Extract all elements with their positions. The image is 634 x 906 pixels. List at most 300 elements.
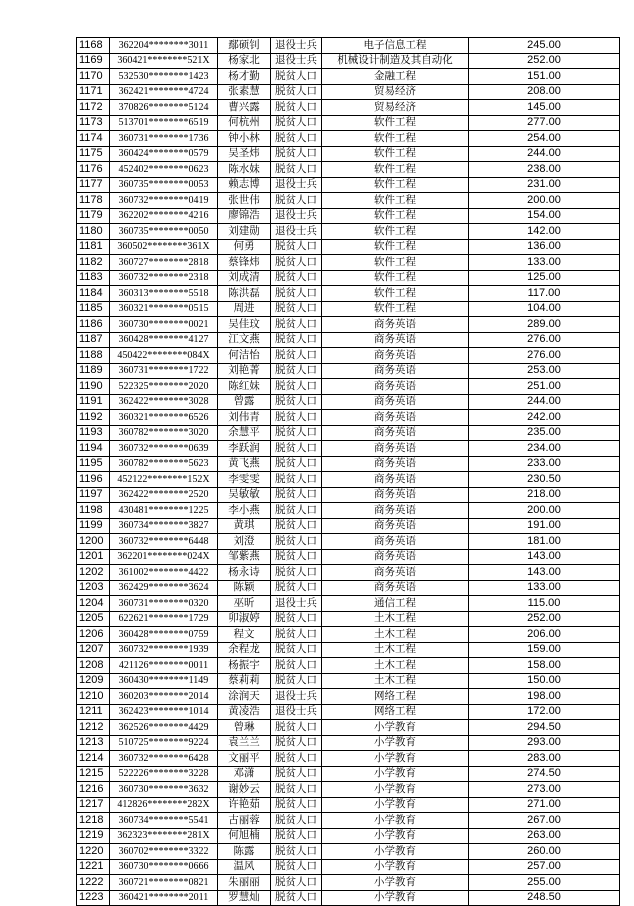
category-cell: 脱贫人口	[271, 735, 322, 751]
row-number-cell: 1185	[77, 301, 110, 317]
table-row	[77, 766, 620, 782]
row-number-cell: 1208	[77, 658, 110, 674]
category-cell: 脱贫人口	[271, 425, 322, 441]
table-row	[77, 208, 620, 224]
category-cell: 脱贫人口	[271, 348, 322, 364]
table-row	[77, 642, 620, 658]
row-number-cell: 1217	[77, 797, 110, 813]
name-cell: 蔡莉莉	[218, 673, 271, 689]
category-cell: 脱贫人口	[271, 270, 322, 286]
category-cell: 脱贫人口	[271, 301, 322, 317]
score-cell: 253.00	[469, 363, 620, 379]
category-cell: 退役士兵	[271, 177, 322, 193]
table-row	[77, 704, 620, 720]
major-cell: 软件工程	[322, 255, 469, 271]
name-cell: 杨振宇	[218, 658, 271, 674]
major-cell: 商务英语	[322, 503, 469, 519]
score-cell: 260.00	[469, 844, 620, 860]
category-cell: 脱贫人口	[271, 487, 322, 503]
category-cell: 脱贫人口	[271, 394, 322, 410]
category-cell: 脱贫人口	[271, 611, 322, 627]
row-number-cell: 1194	[77, 441, 110, 457]
major-cell: 商务英语	[322, 379, 469, 395]
score-cell: 231.00	[469, 177, 620, 193]
id-number-cell: 360428********0759	[110, 627, 218, 643]
id-number-cell: 360732********6428	[110, 751, 218, 767]
row-number-cell: 1211	[77, 704, 110, 720]
score-cell: 191.00	[469, 518, 620, 534]
category-cell: 脱贫人口	[271, 859, 322, 875]
id-number-cell: 360731********1722	[110, 363, 218, 379]
category-cell: 脱贫人口	[271, 890, 322, 906]
score-cell: 133.00	[469, 580, 620, 596]
major-cell: 软件工程	[322, 193, 469, 209]
name-cell: 谢妙云	[218, 782, 271, 798]
category-cell: 脱贫人口	[271, 379, 322, 395]
row-number-cell: 1206	[77, 627, 110, 643]
major-cell: 商务英语	[322, 425, 469, 441]
category-cell: 脱贫人口	[271, 642, 322, 658]
id-number-cell: 452122********152X	[110, 472, 218, 488]
score-cell: 293.00	[469, 735, 620, 751]
name-cell: 李小燕	[218, 503, 271, 519]
id-number-cell: 510725********9224	[110, 735, 218, 751]
id-number-cell: 360732********0639	[110, 441, 218, 457]
major-cell: 软件工程	[322, 162, 469, 178]
table-row	[77, 596, 620, 612]
row-number-cell: 1222	[77, 875, 110, 891]
id-number-cell: 412826********282X	[110, 797, 218, 813]
row-number-cell: 1177	[77, 177, 110, 193]
id-number-cell: 513701********6519	[110, 115, 218, 131]
score-cell: 254.00	[469, 131, 620, 147]
score-cell: 248.50	[469, 890, 620, 906]
id-number-cell: 362202********4216	[110, 208, 218, 224]
name-cell: 刘艳菁	[218, 363, 271, 379]
category-cell: 脱贫人口	[271, 782, 322, 798]
category-cell: 脱贫人口	[271, 286, 322, 302]
score-cell: 230.50	[469, 472, 620, 488]
name-cell: 余程龙	[218, 642, 271, 658]
table-row	[77, 487, 620, 503]
id-number-cell: 452402********0623	[110, 162, 218, 178]
score-cell: 117.00	[469, 286, 620, 302]
score-cell: 273.00	[469, 782, 620, 798]
table-row	[77, 735, 620, 751]
major-cell: 软件工程	[322, 270, 469, 286]
name-cell: 刘成清	[218, 270, 271, 286]
table-row	[77, 332, 620, 348]
row-number-cell: 1197	[77, 487, 110, 503]
row-number-cell: 1210	[77, 689, 110, 705]
table-row	[77, 53, 620, 69]
name-cell: 黄琪	[218, 518, 271, 534]
name-cell: 涂润天	[218, 689, 271, 705]
name-cell: 曹兴露	[218, 100, 271, 116]
id-number-cell: 522325********2020	[110, 379, 218, 395]
score-cell: 151.00	[469, 69, 620, 85]
major-cell: 商务英语	[322, 456, 469, 472]
id-number-cell: 360731********0320	[110, 596, 218, 612]
category-cell: 脱贫人口	[271, 828, 322, 844]
name-cell: 刘建勋	[218, 224, 271, 240]
table-row	[77, 100, 620, 116]
row-number-cell: 1207	[77, 642, 110, 658]
score-cell: 159.00	[469, 642, 620, 658]
table-row	[77, 472, 620, 488]
row-number-cell: 1218	[77, 813, 110, 829]
score-cell: 252.00	[469, 611, 620, 627]
major-cell: 软件工程	[322, 146, 469, 162]
id-number-cell: 362422********3028	[110, 394, 218, 410]
id-number-cell: 450422********084X	[110, 348, 218, 364]
row-number-cell: 1192	[77, 410, 110, 426]
major-cell: 软件工程	[322, 239, 469, 255]
id-number-cell: 360502********361X	[110, 239, 218, 255]
name-cell: 陈红妹	[218, 379, 271, 395]
name-cell: 吴佳玟	[218, 317, 271, 333]
score-cell: 255.00	[469, 875, 620, 891]
id-number-cell: 362204********3011	[110, 38, 218, 54]
name-cell: 陈水妹	[218, 162, 271, 178]
name-cell: 卯淑婷	[218, 611, 271, 627]
score-cell: 142.00	[469, 224, 620, 240]
id-number-cell: 362201********024X	[110, 549, 218, 565]
row-number-cell: 1223	[77, 890, 110, 906]
score-cell: 257.00	[469, 859, 620, 875]
major-cell: 土木工程	[322, 627, 469, 643]
row-number-cell: 1190	[77, 379, 110, 395]
name-cell: 程文	[218, 627, 271, 643]
id-number-cell: 360313********5518	[110, 286, 218, 302]
table-row	[77, 890, 620, 906]
score-cell: 154.00	[469, 208, 620, 224]
row-number-cell: 1171	[77, 84, 110, 100]
category-cell: 脱贫人口	[271, 84, 322, 100]
row-number-cell: 1205	[77, 611, 110, 627]
id-number-cell: 362421********4724	[110, 84, 218, 100]
name-cell: 文丽平	[218, 751, 271, 767]
score-cell: 145.00	[469, 100, 620, 116]
category-cell: 退役士兵	[271, 689, 322, 705]
id-number-cell: 360727********2818	[110, 255, 218, 271]
table-row	[77, 441, 620, 457]
score-cell: 136.00	[469, 239, 620, 255]
major-cell: 软件工程	[322, 286, 469, 302]
score-cell: 245.00	[469, 38, 620, 54]
row-number-cell: 1186	[77, 317, 110, 333]
score-cell: 244.00	[469, 146, 620, 162]
score-cell: 244.00	[469, 394, 620, 410]
major-cell: 小学教育	[322, 751, 469, 767]
id-number-cell: 360421********2011	[110, 890, 218, 906]
category-cell: 脱贫人口	[271, 255, 322, 271]
row-number-cell: 1176	[77, 162, 110, 178]
major-cell: 商务英语	[322, 317, 469, 333]
score-cell: 276.00	[469, 332, 620, 348]
row-number-cell: 1213	[77, 735, 110, 751]
category-cell: 退役士兵	[271, 704, 322, 720]
row-number-cell: 1195	[77, 456, 110, 472]
row-number-cell: 1209	[77, 673, 110, 689]
row-number-cell: 1170	[77, 69, 110, 85]
major-cell: 商务英语	[322, 565, 469, 581]
score-cell: 235.00	[469, 425, 620, 441]
major-cell: 小学教育	[322, 797, 469, 813]
row-number-cell: 1182	[77, 255, 110, 271]
admission-table	[76, 37, 620, 906]
score-cell: 252.00	[469, 53, 620, 69]
name-cell: 何勇	[218, 239, 271, 255]
table-row	[77, 394, 620, 410]
id-number-cell: 360730********0666	[110, 859, 218, 875]
table-row	[77, 286, 620, 302]
name-cell: 黄凌浩	[218, 704, 271, 720]
score-cell: 289.00	[469, 317, 620, 333]
category-cell: 脱贫人口	[271, 658, 322, 674]
score-cell: 238.00	[469, 162, 620, 178]
category-cell: 脱贫人口	[271, 115, 322, 131]
row-number-cell: 1184	[77, 286, 110, 302]
major-cell: 网络工程	[322, 689, 469, 705]
table-row	[77, 549, 620, 565]
score-cell: 206.00	[469, 627, 620, 643]
row-number-cell: 1175	[77, 146, 110, 162]
category-cell: 脱贫人口	[271, 534, 322, 550]
major-cell: 小学教育	[322, 735, 469, 751]
id-number-cell: 360732********2318	[110, 270, 218, 286]
category-cell: 脱贫人口	[271, 317, 322, 333]
table-row	[77, 689, 620, 705]
name-cell: 余慧平	[218, 425, 271, 441]
major-cell: 商务英语	[322, 549, 469, 565]
row-number-cell: 1220	[77, 844, 110, 860]
row-number-cell: 1180	[77, 224, 110, 240]
major-cell: 软件工程	[322, 224, 469, 240]
category-cell: 脱贫人口	[271, 131, 322, 147]
score-cell: 234.00	[469, 441, 620, 457]
id-number-cell: 370826********5124	[110, 100, 218, 116]
major-cell: 商务英语	[322, 363, 469, 379]
name-cell: 钟小林	[218, 131, 271, 147]
row-number-cell: 1216	[77, 782, 110, 798]
table-row	[77, 673, 620, 689]
id-number-cell: 361002********4422	[110, 565, 218, 581]
major-cell: 机械设计制造及其自动化	[322, 53, 469, 69]
table-row	[77, 565, 620, 581]
category-cell: 脱贫人口	[271, 580, 322, 596]
major-cell: 商务英语	[322, 472, 469, 488]
name-cell: 蔡锋炜	[218, 255, 271, 271]
row-number-cell: 1215	[77, 766, 110, 782]
row-number-cell: 1199	[77, 518, 110, 534]
name-cell: 温风	[218, 859, 271, 875]
major-cell: 小学教育	[322, 782, 469, 798]
table-row	[77, 239, 620, 255]
category-cell: 脱贫人口	[271, 193, 322, 209]
score-cell: 251.00	[469, 379, 620, 395]
table-row	[77, 844, 620, 860]
id-number-cell: 360734********5541	[110, 813, 218, 829]
id-number-cell: 522226********3228	[110, 766, 218, 782]
id-number-cell: 360430********1149	[110, 673, 218, 689]
name-cell: 鄢硕钊	[218, 38, 271, 54]
row-number-cell: 1204	[77, 596, 110, 612]
name-cell: 江文燕	[218, 332, 271, 348]
name-cell: 陈露	[218, 844, 271, 860]
category-cell: 脱贫人口	[271, 751, 322, 767]
major-cell: 小学教育	[322, 828, 469, 844]
name-cell: 罗慧灿	[218, 890, 271, 906]
category-cell: 脱贫人口	[271, 239, 322, 255]
table-row	[77, 317, 620, 333]
name-cell: 李跃润	[218, 441, 271, 457]
name-cell: 陈洪磊	[218, 286, 271, 302]
table-row	[77, 456, 620, 472]
table-row	[77, 224, 620, 240]
category-cell: 脱贫人口	[271, 875, 322, 891]
category-cell: 脱贫人口	[271, 766, 322, 782]
category-cell: 脱贫人口	[271, 797, 322, 813]
score-cell: 277.00	[469, 115, 620, 131]
row-number-cell: 1188	[77, 348, 110, 364]
table-row	[77, 177, 620, 193]
name-cell: 袁兰兰	[218, 735, 271, 751]
category-cell: 脱贫人口	[271, 720, 322, 736]
table-row	[77, 255, 620, 271]
major-cell: 小学教育	[322, 875, 469, 891]
category-cell: 脱贫人口	[271, 565, 322, 581]
category-cell: 退役士兵	[271, 224, 322, 240]
name-cell: 何洁怡	[218, 348, 271, 364]
table-row	[77, 580, 620, 596]
major-cell: 网络工程	[322, 704, 469, 720]
row-number-cell: 1221	[77, 859, 110, 875]
score-cell: 263.00	[469, 828, 620, 844]
table-row	[77, 131, 620, 147]
category-cell: 脱贫人口	[271, 456, 322, 472]
major-cell: 商务英语	[322, 348, 469, 364]
id-number-cell: 362429********3624	[110, 580, 218, 596]
score-cell: 274.50	[469, 766, 620, 782]
table-row	[77, 379, 620, 395]
score-cell: 200.00	[469, 503, 620, 519]
table-row	[77, 518, 620, 534]
score-cell: 158.00	[469, 658, 620, 674]
score-cell: 208.00	[469, 84, 620, 100]
category-cell: 退役士兵	[271, 38, 322, 54]
major-cell: 小学教育	[322, 844, 469, 860]
score-cell: 172.00	[469, 704, 620, 720]
score-cell: 283.00	[469, 751, 620, 767]
name-cell: 曾露	[218, 394, 271, 410]
row-number-cell: 1169	[77, 53, 110, 69]
id-number-cell: 360702********3322	[110, 844, 218, 860]
category-cell: 脱贫人口	[271, 441, 322, 457]
major-cell: 电子信息工程	[322, 38, 469, 54]
table-row	[77, 146, 620, 162]
row-number-cell: 1189	[77, 363, 110, 379]
score-cell: 181.00	[469, 534, 620, 550]
major-cell: 商务英语	[322, 441, 469, 457]
category-cell: 脱贫人口	[271, 503, 322, 519]
id-number-cell: 360732********6448	[110, 534, 218, 550]
name-cell: 黄飞燕	[218, 456, 271, 472]
score-cell: 271.00	[469, 797, 620, 813]
name-cell: 朱丽丽	[218, 875, 271, 891]
table-row	[77, 627, 620, 643]
row-number-cell: 1172	[77, 100, 110, 116]
id-number-cell: 360721********0821	[110, 875, 218, 891]
id-number-cell: 360782********5623	[110, 456, 218, 472]
name-cell: 周进	[218, 301, 271, 317]
major-cell: 土木工程	[322, 658, 469, 674]
name-cell: 许艳茹	[218, 797, 271, 813]
table-row	[77, 828, 620, 844]
table-row	[77, 270, 620, 286]
name-cell: 巫昕	[218, 596, 271, 612]
category-cell: 脱贫人口	[271, 100, 322, 116]
major-cell: 软件工程	[322, 115, 469, 131]
major-cell: 贸易经济	[322, 100, 469, 116]
table-row	[77, 363, 620, 379]
name-cell: 陈颖	[218, 580, 271, 596]
score-cell: 104.00	[469, 301, 620, 317]
category-cell: 脱贫人口	[271, 627, 322, 643]
major-cell: 土木工程	[322, 642, 469, 658]
id-number-cell: 360424********0579	[110, 146, 218, 162]
name-cell: 何杭州	[218, 115, 271, 131]
name-cell: 邓潇	[218, 766, 271, 782]
major-cell: 贸易经济	[322, 84, 469, 100]
major-cell: 软件工程	[322, 177, 469, 193]
score-cell: 115.00	[469, 596, 620, 612]
table-row	[77, 69, 620, 85]
major-cell: 金融工程	[322, 69, 469, 85]
major-cell: 商务英语	[322, 394, 469, 410]
score-cell: 267.00	[469, 813, 620, 829]
name-cell: 张素慧	[218, 84, 271, 100]
id-number-cell: 421126********0011	[110, 658, 218, 674]
table-row	[77, 301, 620, 317]
row-number-cell: 1173	[77, 115, 110, 131]
row-number-cell: 1214	[77, 751, 110, 767]
table-row	[77, 751, 620, 767]
major-cell: 小学教育	[322, 720, 469, 736]
category-cell: 退役士兵	[271, 208, 322, 224]
row-number-cell: 1193	[77, 425, 110, 441]
category-cell: 脱贫人口	[271, 69, 322, 85]
major-cell: 商务英语	[322, 332, 469, 348]
row-number-cell: 1187	[77, 332, 110, 348]
major-cell: 小学教育	[322, 859, 469, 875]
id-number-cell: 360730********0021	[110, 317, 218, 333]
category-cell: 脱贫人口	[271, 332, 322, 348]
major-cell: 软件工程	[322, 208, 469, 224]
table-row	[77, 797, 620, 813]
major-cell: 商务英语	[322, 580, 469, 596]
score-cell: 198.00	[469, 689, 620, 705]
row-number-cell: 1200	[77, 534, 110, 550]
table-row	[77, 611, 620, 627]
id-number-cell: 622621********1729	[110, 611, 218, 627]
row-number-cell: 1178	[77, 193, 110, 209]
name-cell: 张世伟	[218, 193, 271, 209]
row-number-cell: 1179	[77, 208, 110, 224]
name-cell: 李雯雯	[218, 472, 271, 488]
id-number-cell: 362323********281X	[110, 828, 218, 844]
major-cell: 小学教育	[322, 890, 469, 906]
